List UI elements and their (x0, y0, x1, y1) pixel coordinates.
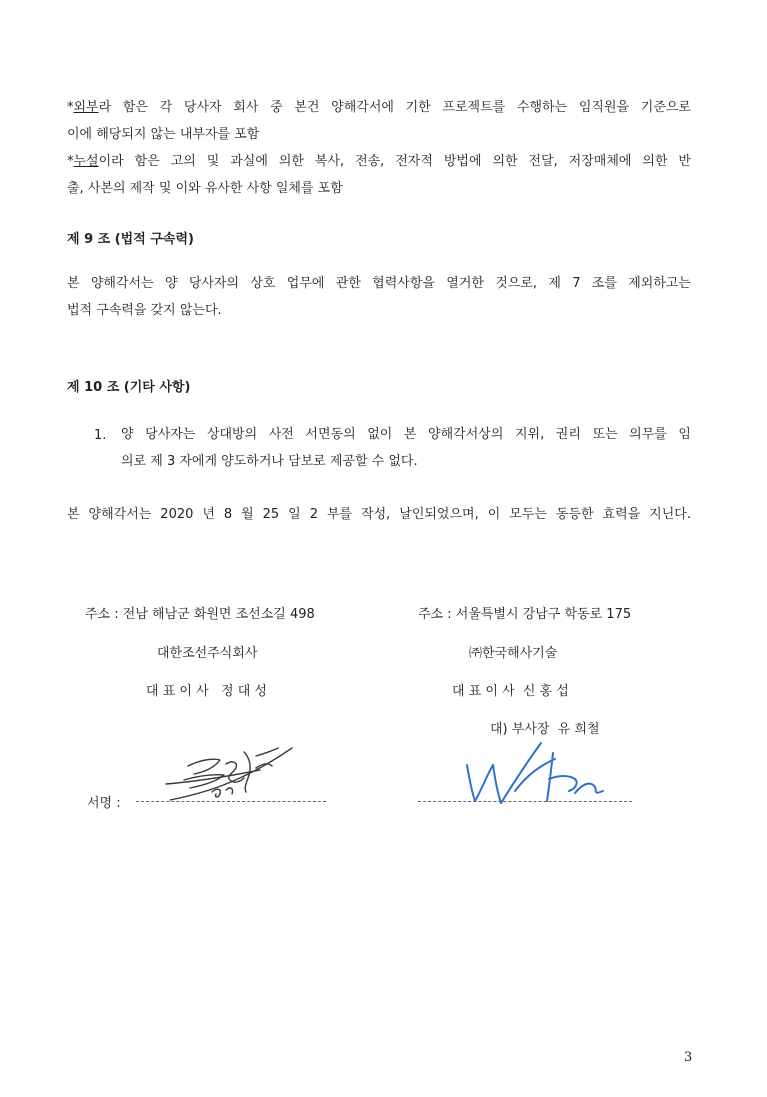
definition-outsider-line2: 이에 해당되지 않는 내부자를 포함 (67, 127, 260, 142)
article9-body (67, 270, 691, 324)
article10-heading: 제 10 조 (기타 사항) (67, 380, 191, 395)
left-party-representative: 대 표 이 사 정 대 성 (146, 684, 267, 699)
closing-statement (67, 503, 691, 522)
definitions-block (67, 94, 691, 202)
article10-item-number: 1. (94, 428, 107, 443)
left-handwritten-signature (160, 738, 300, 808)
article10-item-line1: 양 당사자는 상대방의 사전 서면동의 없이 본 양해각서상의 지위, 권리 또는 의무를 임 (121, 427, 691, 442)
definition-leak-text: 이라 함은 고의 및 과실에 의한 복사, 전송, 전자적 방법에 의한 전달, 저장매체에 의한 반 (98, 154, 691, 169)
signature-label: 서명 : (87, 796, 121, 811)
right-party-company: ㈜한국해사기술 (469, 646, 558, 661)
right-handwritten-signature (455, 735, 615, 815)
article9-line1: 본 양해각서는 양 당사자의 상호 업무에 관한 협력사항을 열거한 것으로, 제 7 조를 제외하고는 (67, 276, 691, 291)
article10-item-line2: 의로 제 3 자에게 양도하거나 담보로 제공할 수 없다. (121, 454, 418, 469)
definition-leak-line1: *누설이라 함은 고의 및 과실에 의한 복사, 전송, 전자적 방법에 의한 전달, 저장매체에 의한 반 (67, 154, 691, 169)
article9-heading: 제 9 조 (법적 구속력) (67, 232, 194, 247)
closing-text: 본 양해각서는 2020 년 8 월 25 일 2 부를 작성, 날인되었으며, 이 모두는 동등한 효력을 지닌다. (67, 507, 691, 522)
left-party-company: 대한조선주식회사 (157, 646, 258, 661)
right-party-proxy: 대) 부사장 유 희철 (490, 722, 600, 737)
right-party-address: 주소 : 서울특별시 강남구 학동로 175 (418, 607, 632, 622)
definition-outsider-text: 라 함은 각 당사자 회사 중 본건 양해각서에 기한 프로젝트를 수행하는 임직원을 기준으로 (98, 100, 691, 115)
article9-line2: 법적 구속력을 갖지 않는다. (67, 303, 222, 318)
term-leak: 누설 (73, 154, 99, 169)
right-party-representative: 대 표 이 사 신 홍 섭 (452, 684, 569, 699)
definition-leak-line2: 출, 사본의 제작 및 이와 유사한 사항 일체를 포함 (67, 181, 343, 196)
left-party-address: 주소 : 전남 해남군 화원면 조선소길 498 (85, 607, 315, 622)
page-number: 3 (684, 1050, 693, 1065)
term-outsider: 외부 (73, 100, 99, 115)
article10-item-body (121, 421, 691, 475)
definition-outsider-line1: *외부라 함은 각 당사자 회사 중 본건 양해각서에 기한 프로젝트를 수행하는 임직원을 기준으로 (67, 100, 691, 115)
